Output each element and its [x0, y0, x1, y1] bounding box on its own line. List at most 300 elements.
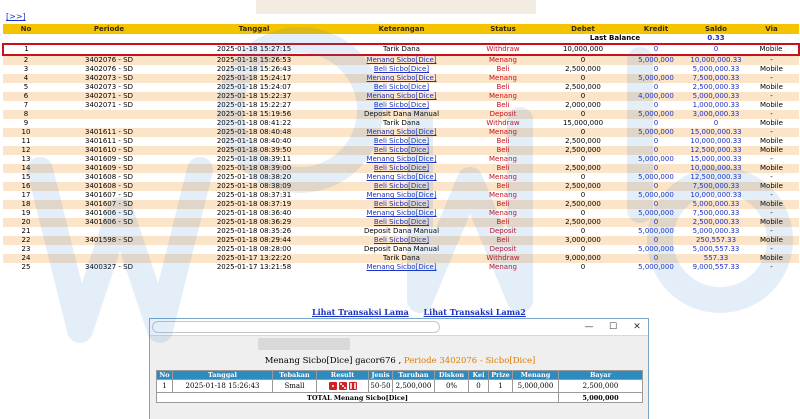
- row-no: 4: [3, 74, 49, 83]
- row-tanggal: 2025-01-18 15:19:56: [169, 110, 339, 119]
- row-status: Withdraw: [464, 44, 542, 55]
- table-row: [3, 245, 799, 254]
- row-saldo: 7,500,000.33: [688, 182, 744, 191]
- row-keterangan[interactable]: Beli Sicbo[Dice]: [339, 236, 464, 245]
- row-tanggal: 2025-01-18 15:22:37: [169, 92, 339, 101]
- row-keterangan[interactable]: Menang Sicbo[Dice]: [339, 263, 464, 272]
- row-via: Mobile: [744, 146, 799, 155]
- row-status: Deposit: [464, 227, 542, 236]
- row-no: 1: [3, 44, 49, 55]
- row-status: Beli: [464, 200, 542, 209]
- col-saldo-header: Saldo: [688, 24, 744, 34]
- row-periode: 3401598 - SD: [49, 236, 169, 245]
- row-no: 14: [3, 164, 49, 173]
- row-no: 6: [3, 92, 49, 101]
- row-tanggal: 2025-01-18 08:35:26: [169, 227, 339, 236]
- row-keterangan: Tarik Dana: [339, 254, 464, 263]
- row-periode: 3401609 - SD: [49, 155, 169, 164]
- row-via: Mobile: [744, 200, 799, 209]
- det-tebakan: Small: [273, 380, 317, 393]
- row-status: Menang: [464, 128, 542, 137]
- col-periode-header: Periode: [49, 24, 169, 34]
- row-debet: 0: [542, 155, 624, 164]
- row-keterangan[interactable]: Menang Sicbo[Dice]: [339, 209, 464, 218]
- row-keterangan[interactable]: Menang Sicbo[Dice]: [339, 55, 464, 65]
- row-keterangan[interactable]: Beli Sicbo[Dice]: [339, 200, 464, 209]
- row-debet: 10,000,000: [542, 44, 624, 55]
- row-periode: [49, 110, 169, 119]
- row-kredit: 0: [624, 137, 688, 146]
- col-keterangan-header: Keterangan: [339, 24, 464, 34]
- row-kredit: 4,000,000: [624, 92, 688, 101]
- row-saldo: 7,500,000.33: [688, 74, 744, 83]
- det-taruhan: 2,500,000: [393, 380, 435, 393]
- popup-body: [150, 336, 648, 419]
- row-debet: 0: [542, 74, 624, 83]
- row-via: Mobile: [744, 83, 799, 92]
- row-kredit: 5,000,000: [624, 263, 688, 272]
- row-periode: 3401607 - SD: [49, 191, 169, 200]
- row-periode: [49, 227, 169, 236]
- row-tanggal: 2025-01-18 15:27:15: [169, 44, 339, 55]
- row-status: Menang: [464, 191, 542, 200]
- row-kredit: 5,000,000: [624, 227, 688, 236]
- row-status: Menang: [464, 92, 542, 101]
- row-tanggal: 2025-01-18 15:26:53: [169, 55, 339, 65]
- row-no: 11: [3, 137, 49, 146]
- row-keterangan[interactable]: Beli Sicbo[Dice]: [339, 164, 464, 173]
- transaction-table: [2, 24, 800, 272]
- top-banner-strip: [256, 0, 536, 14]
- table-row: [3, 128, 799, 137]
- row-keterangan[interactable]: Menang Sicbo[Dice]: [339, 155, 464, 164]
- row-kredit: 0: [624, 236, 688, 245]
- row-saldo: 10,000,000.33: [688, 55, 744, 65]
- row-status: Beli: [464, 164, 542, 173]
- row-debet: 0: [542, 92, 624, 101]
- row-status: Beli: [464, 236, 542, 245]
- row-tanggal: 2025-01-18 08:39:50: [169, 146, 339, 155]
- row-keterangan: Tarik Dana: [339, 119, 464, 128]
- row-no: 22: [3, 236, 49, 245]
- row-debet: 2,500,000: [542, 137, 624, 146]
- row-saldo: 5,000,000.33: [688, 200, 744, 209]
- old-transactions-link-2[interactable]: Lihat Transaksi Lama2: [423, 307, 526, 317]
- row-status: Beli: [464, 182, 542, 191]
- row-saldo: 2,500,000.33: [688, 83, 744, 92]
- table-row: [3, 92, 799, 101]
- row-keterangan[interactable]: Beli Sicbo[Dice]: [339, 146, 464, 155]
- row-no: 25: [3, 263, 49, 272]
- result-popup-window: [149, 318, 649, 419]
- table-row: [3, 173, 799, 182]
- row-via: Mobile: [744, 137, 799, 146]
- row-keterangan[interactable]: Beli Sicbo[Dice]: [339, 101, 464, 110]
- row-tanggal: 2025-01-17 13:22:20: [169, 254, 339, 263]
- row-no: 15: [3, 173, 49, 182]
- row-tanggal: 2025-01-18 08:28:00: [169, 245, 339, 254]
- row-keterangan: Deposit Dana Manual: [339, 110, 464, 119]
- row-saldo: 2,500,000.33: [688, 218, 744, 227]
- row-debet: 2,500,000: [542, 65, 624, 74]
- popup-heading-main: Menang Sicbo[Dice] gacor676 ,: [264, 356, 402, 366]
- row-periode: 3401606 - SD: [49, 209, 169, 218]
- row-debet: 0: [542, 191, 624, 200]
- det-total-value: 5,000,000: [559, 393, 643, 403]
- row-periode: [49, 119, 169, 128]
- table-row: [3, 164, 799, 173]
- row-periode: 3402071 - SD: [49, 101, 169, 110]
- row-periode: [49, 245, 169, 254]
- row-status: Withdraw: [464, 119, 542, 128]
- row-debet: 9,000,000: [542, 254, 624, 263]
- row-saldo: 3,000,000.33: [688, 110, 744, 119]
- row-keterangan[interactable]: Beli Sicbo[Dice]: [339, 83, 464, 92]
- row-tanggal: 2025-01-18 08:38:09: [169, 182, 339, 191]
- row-keterangan[interactable]: Beli Sicbo[Dice]: [339, 65, 464, 74]
- popup-grey-bar: [258, 338, 350, 350]
- row-periode: 3402076 - SD: [49, 65, 169, 74]
- row-via: Mobile: [744, 65, 799, 74]
- col-no-header: No: [3, 24, 49, 34]
- row-kredit: 0: [624, 119, 688, 128]
- det-tanggal: 2025-01-18 15:26:43: [173, 380, 273, 393]
- row-via: -: [744, 227, 799, 236]
- row-saldo: 5,000,000.33: [688, 227, 744, 236]
- col-kredit-header: Kredit: [624, 24, 688, 34]
- row-no: 23: [3, 245, 49, 254]
- det-total-label: TOTAL Menang Sicbo[Dice]: [157, 393, 559, 403]
- row-via: Mobile: [744, 119, 799, 128]
- row-status: Menang: [464, 155, 542, 164]
- det-bayar: 2,500,000: [559, 380, 643, 393]
- row-via: Mobile: [744, 44, 799, 55]
- table-row: [3, 155, 799, 164]
- table-row: [3, 182, 799, 191]
- row-via: -: [744, 92, 799, 101]
- det-col-no: No: [157, 371, 173, 380]
- det-result: [317, 380, 369, 393]
- row-no: 8: [3, 110, 49, 119]
- minimize-icon[interactable]: —: [584, 322, 594, 332]
- row-periode: 3401608 - SD: [49, 182, 169, 191]
- popup-heading-periode: Periode 3402076 - Sicbo[Dice]: [403, 356, 536, 366]
- row-kredit: 5,000,000: [624, 55, 688, 65]
- det-col-bayar: Bayar: [559, 371, 643, 380]
- row-debet: 2,500,000: [542, 200, 624, 209]
- row-no: 19: [3, 209, 49, 218]
- row-status: Deposit: [464, 110, 542, 119]
- table-row: [3, 65, 799, 74]
- col-via-header: Via: [744, 24, 799, 34]
- row-no: 13: [3, 155, 49, 164]
- row-no: 7: [3, 101, 49, 110]
- old-transactions-links: [312, 307, 538, 317]
- row-kredit: 0: [624, 164, 688, 173]
- row-status: Menang: [464, 173, 542, 182]
- row-saldo: 9,000,557.33: [688, 263, 744, 272]
- table-row: [3, 146, 799, 155]
- row-via: -: [744, 55, 799, 65]
- row-via: Mobile: [744, 254, 799, 263]
- row-status: Beli: [464, 218, 542, 227]
- det-prize: 1: [489, 380, 513, 393]
- row-tanggal: 2025-01-18 08:40:40: [169, 137, 339, 146]
- row-debet: 2,500,000: [542, 164, 624, 173]
- det-col-tanggal: Tanggal: [173, 371, 273, 380]
- row-keterangan: Deposit Dana Manual: [339, 227, 464, 236]
- table-row: [3, 191, 799, 200]
- row-kredit: 0: [624, 101, 688, 110]
- row-no: 18: [3, 200, 49, 209]
- row-periode: 3402071 - SD: [49, 92, 169, 101]
- det-col-prize: Prize: [489, 371, 513, 380]
- row-via: Mobile: [744, 164, 799, 173]
- row-status: Beli: [464, 146, 542, 155]
- row-debet: 0: [542, 55, 624, 65]
- row-kredit: 5,000,000: [624, 209, 688, 218]
- row-saldo: 12,500,000.33: [688, 173, 744, 182]
- row-via: Mobile: [744, 236, 799, 245]
- row-kredit: 5,000,000: [624, 191, 688, 200]
- dice-1-icon: [329, 382, 337, 390]
- row-via: -: [744, 128, 799, 137]
- row-kredit: 5,000,000: [624, 74, 688, 83]
- table-row: [3, 44, 799, 55]
- row-debet: 0: [542, 227, 624, 236]
- det-col-jenis: Jenis: [369, 371, 393, 380]
- col-status-header: Status: [464, 24, 542, 34]
- row-debet: 0: [542, 209, 624, 218]
- dice-3-icon: [339, 382, 347, 390]
- row-keterangan: Tarik Dana: [339, 44, 464, 55]
- row-via: Mobile: [744, 182, 799, 191]
- row-debet: 2,500,000: [542, 218, 624, 227]
- last-balance-value: 0.33: [688, 34, 744, 44]
- row-via: -: [744, 173, 799, 182]
- row-status: Deposit: [464, 245, 542, 254]
- row-via: -: [744, 209, 799, 218]
- row-saldo: 7,500,000.33: [688, 209, 744, 218]
- row-saldo: 5,000,000.33: [688, 92, 744, 101]
- row-debet: 3,000,000: [542, 236, 624, 245]
- row-via: Mobile: [744, 218, 799, 227]
- row-periode: 3401610 - SD: [49, 146, 169, 155]
- det-diskon: 0%: [435, 380, 469, 393]
- row-kredit: 0: [624, 218, 688, 227]
- row-kredit: 0: [624, 254, 688, 263]
- row-saldo: 15,000,000.33: [688, 155, 744, 164]
- row-saldo: 5,000,000.33: [688, 65, 744, 74]
- row-no: 3: [3, 65, 49, 74]
- row-tanggal: 2025-01-18 15:24:17: [169, 74, 339, 83]
- table-row: [3, 254, 799, 263]
- row-keterangan[interactable]: Menang Sicbo[Dice]: [339, 173, 464, 182]
- table-row: [3, 263, 799, 272]
- row-no: 5: [3, 83, 49, 92]
- row-tanggal: 2025-01-18 08:40:48: [169, 128, 339, 137]
- row-kredit: 0: [624, 146, 688, 155]
- table-row: [3, 200, 799, 209]
- table-row: [3, 83, 799, 92]
- row-saldo: 12,500,000.33: [688, 146, 744, 155]
- det-col-taruhan: Taruhan: [393, 371, 435, 380]
- row-kredit: 0: [624, 65, 688, 74]
- close-icon[interactable]: ✕: [633, 322, 641, 332]
- row-saldo: 10,000,000.33: [688, 191, 744, 200]
- row-no: 24: [3, 254, 49, 263]
- row-saldo: 0: [688, 119, 744, 128]
- row-no: 21: [3, 227, 49, 236]
- row-tanggal: 2025-01-18 08:39:00: [169, 164, 339, 173]
- popup-address-bar[interactable]: [152, 321, 440, 333]
- row-keterangan[interactable]: Beli Sicbo[Dice]: [339, 137, 464, 146]
- row-saldo: 10,000,000.33: [688, 137, 744, 146]
- dice-6-icon: [349, 382, 357, 390]
- bet-detail-header-row: [157, 371, 643, 380]
- row-periode: 3402073 - SD: [49, 83, 169, 92]
- row-periode: 3401611 - SD: [49, 128, 169, 137]
- table-header-row: [3, 24, 799, 34]
- row-kredit: 0: [624, 83, 688, 92]
- row-kredit: 0: [624, 200, 688, 209]
- row-periode: 3402073 - SD: [49, 74, 169, 83]
- row-tanggal: 2025-01-18 08:37:19: [169, 200, 339, 209]
- row-via: -: [744, 110, 799, 119]
- bet-detail-table: [156, 370, 643, 403]
- row-debet: 0: [542, 128, 624, 137]
- det-jenis: 50-50: [369, 380, 393, 393]
- row-debet: 2,500,000: [542, 83, 624, 92]
- table-row: [3, 236, 799, 245]
- row-status: Menang: [464, 263, 542, 272]
- row-status: Menang: [464, 209, 542, 218]
- row-debet: 0: [542, 173, 624, 182]
- det-menang: 5,000,000: [513, 380, 559, 393]
- det-no: 1: [157, 380, 173, 393]
- row-saldo: 250,557.33: [688, 236, 744, 245]
- row-debet: 15,000,000: [542, 119, 624, 128]
- table-row: [3, 101, 799, 110]
- row-tanggal: 2025-01-18 08:36:40: [169, 209, 339, 218]
- table-row: [3, 209, 799, 218]
- row-no: 2: [3, 55, 49, 65]
- bet-total-row: [157, 393, 643, 403]
- bet-detail-row: [157, 380, 643, 393]
- row-saldo: 0: [688, 44, 744, 55]
- row-periode: 3402076 - SD: [49, 55, 169, 65]
- row-periode: [49, 254, 169, 263]
- row-periode: 3401607 - SD: [49, 200, 169, 209]
- row-keterangan[interactable]: Menang Sicbo[Dice]: [339, 128, 464, 137]
- row-status: Beli: [464, 101, 542, 110]
- table-row: [3, 110, 799, 119]
- table-row: [3, 227, 799, 236]
- table-row: [3, 119, 799, 128]
- row-kredit: 5,000,000: [624, 155, 688, 164]
- row-kredit: 0: [624, 44, 688, 55]
- col-debet-header: Debet: [542, 24, 624, 34]
- row-kredit: 0: [624, 182, 688, 191]
- row-tanggal: 2025-01-18 08:41:22: [169, 119, 339, 128]
- row-via: -: [744, 263, 799, 272]
- det-col-diskon: Diskon: [435, 371, 469, 380]
- row-no: 12: [3, 146, 49, 155]
- det-col-result: Result: [317, 371, 369, 380]
- row-no: 20: [3, 218, 49, 227]
- row-periode: 3401609 - SD: [49, 164, 169, 173]
- row-saldo: 1,000,000.33: [688, 101, 744, 110]
- row-no: 9: [3, 119, 49, 128]
- table-row: [3, 137, 799, 146]
- row-keterangan[interactable]: Menang Sicbo[Dice]: [339, 74, 464, 83]
- row-keterangan[interactable]: Beli Sicbo[Dice]: [339, 218, 464, 227]
- row-via: -: [744, 74, 799, 83]
- row-kredit: 5,000,000: [624, 128, 688, 137]
- det-col-menang: Menang: [513, 371, 559, 380]
- row-periode: 3401608 - SD: [49, 173, 169, 182]
- det-col-tebakan: Tebakan: [273, 371, 317, 380]
- row-tanggal: 2025-01-18 08:39:11: [169, 155, 339, 164]
- det-col-kei: Kei: [469, 371, 489, 380]
- row-periode: 3401606 - SD: [49, 218, 169, 227]
- popup-titlebar: [150, 319, 648, 336]
- row-status: Beli: [464, 137, 542, 146]
- row-via: -: [744, 191, 799, 200]
- popup-heading: [150, 356, 650, 366]
- old-transactions-link[interactable]: Lihat Transaksi Lama: [312, 307, 409, 317]
- row-status: Beli: [464, 65, 542, 74]
- row-keterangan[interactable]: Menang Sicbo[Dice]: [339, 191, 464, 200]
- row-kredit: 5,000,000: [624, 173, 688, 182]
- row-via: -: [744, 245, 799, 254]
- row-no: 16: [3, 182, 49, 191]
- det-kei: 0: [469, 380, 489, 393]
- row-debet: 0: [542, 245, 624, 254]
- row-keterangan[interactable]: Beli Sicbo[Dice]: [339, 182, 464, 191]
- row-debet: 2,000,000: [542, 101, 624, 110]
- col-tanggal-header: Tanggal: [169, 24, 339, 34]
- row-periode: 3401611 - SD: [49, 137, 169, 146]
- row-saldo: 10,000,000.33: [688, 164, 744, 173]
- row-debet: 0: [542, 263, 624, 272]
- row-debet: 2,500,000: [542, 182, 624, 191]
- row-status: Withdraw: [464, 254, 542, 263]
- row-tanggal: 2025-01-18 15:26:43: [169, 65, 339, 74]
- row-no: 17: [3, 191, 49, 200]
- row-saldo: 15,000,000.33: [688, 128, 744, 137]
- row-keterangan: Deposit Dana Manual: [339, 245, 464, 254]
- row-saldo: 557.33: [688, 254, 744, 263]
- row-tanggal: 2025-01-18 08:36:29: [169, 218, 339, 227]
- row-via: -: [744, 155, 799, 164]
- row-debet: 2,500,000: [542, 146, 624, 155]
- row-periode: 3400327 - SD: [49, 263, 169, 272]
- last-balance-row: [3, 34, 799, 44]
- next-page-link[interactable]: [>>]: [6, 12, 26, 21]
- row-kredit: 5,000,000: [624, 245, 688, 254]
- table-row: [3, 218, 799, 227]
- row-status: Beli: [464, 83, 542, 92]
- table-row: [3, 55, 799, 65]
- maximize-icon[interactable]: ☐: [608, 322, 618, 332]
- row-periode: [49, 44, 169, 55]
- row-debet: 0: [542, 110, 624, 119]
- row-keterangan[interactable]: Menang Sicbo[Dice]: [339, 92, 464, 101]
- row-no: 10: [3, 128, 49, 137]
- row-saldo: 5,000,557.33: [688, 245, 744, 254]
- row-status: Menang: [464, 74, 542, 83]
